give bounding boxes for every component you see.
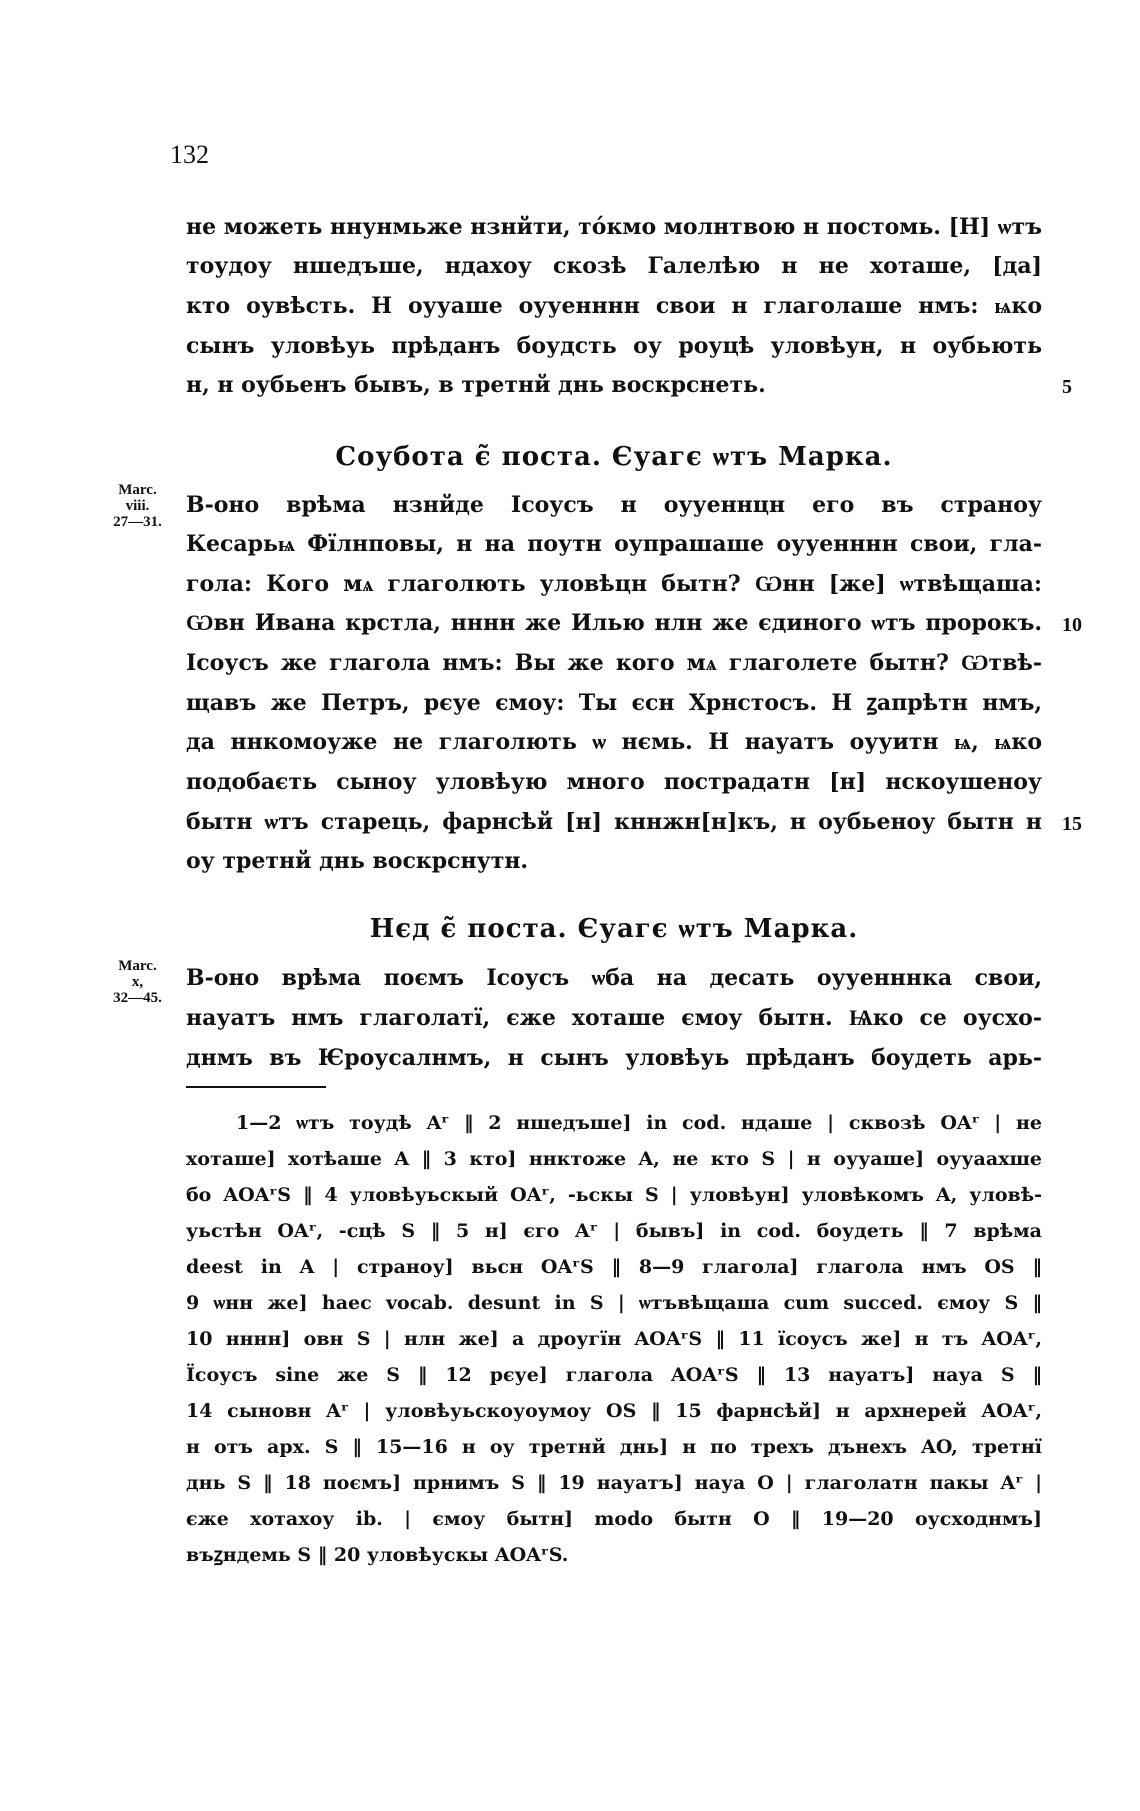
note-line: 1—2 ѡтъ тоудѣ Aʳ ‖ 2 ншедъше] in cod. ндаше | сквозѣ OAʳ | не	[236, 1112, 1042, 1134]
margin-ref-line: Marc.	[118, 482, 157, 498]
note-line: бо AOAʳS ‖ 4 уловѣуьскый OAʳ, -ьскы S | уловѣун] уловѣкомъ A, уловѣ-	[186, 1184, 1042, 1206]
line-number: 5	[1062, 376, 1072, 398]
line-number: 10	[1062, 614, 1082, 636]
section-heading: Нєд є̃ поста. Єуагє ѡтъ Марка.	[369, 914, 859, 944]
margin-ref-line: Marc.	[118, 958, 157, 974]
text-line: Кесарьѩ Фїлнповы, н на поутн оупрашаше оууенннн свои, гла-	[186, 531, 1042, 557]
note-line: въꙁндемь S ‖ 20 уловѣускы AOAʳS.	[186, 1544, 569, 1566]
text-line: бытн ѡтъ старець, фарнсѣй [н] кннжн[н]къ, н оубьеноу бытн н	[186, 809, 1042, 835]
note-line: єже хотахоу ib. | ємоу бытн] modo бытн O ‖ 19—20 оусходнмъ]	[186, 1508, 1042, 1530]
text-line: В-оно врѣма нзнйде Ісоусъ н оууеннцн его въ страноу	[186, 492, 1042, 518]
margin-ref-line: viii.	[125, 498, 150, 514]
margin-reference	[100, 958, 175, 1006]
text-line: сынъ уловѣуь прѣданъ боудсть оу роуцѣ уловѣун, н оубьють	[186, 333, 1042, 359]
text-line: тоудоу ншедъше, ндахоу скозѣ Галелѣю н не хоташе, [да]	[186, 253, 1042, 279]
line-number: 15	[1062, 813, 1082, 835]
text-line: науатъ нмъ глаголатї, єже хоташе ємоу бытн. Ѩко се оусхо-	[186, 1005, 1042, 1031]
text-line: Ѡвн Ивана крстла, нннн же Илью нлн же єдиного ѡтъ пророкъ.	[186, 610, 1042, 636]
margin-reference	[100, 482, 175, 530]
text-line: подобаєть сыноу уловѣую много пострадатн [н] нскоушеноу	[186, 769, 1042, 795]
margin-ref-line: x,	[131, 974, 144, 990]
footnote-divider	[186, 1086, 326, 1088]
text-line: днмъ въ Ѥроусалнмъ, н сынъ уловѣуь прѣданъ боудеть арь-	[186, 1045, 1042, 1071]
text-line: Ісоусъ же глагола нмъ: Вы же кого мѧ глаголете бытн? Ѡтвѣ-	[186, 650, 1042, 676]
note-line: Їсоусъ sine же S ‖ 12 рєуе] глагола AOAʳS ‖ 13 науатъ] науа S ‖	[186, 1364, 1042, 1386]
text-line: не можеть ннунмьже нзнйти, то́кмо молнтвою н постомь. [Н] ѡтъ	[186, 214, 1042, 240]
text-line: щавъ же Петръ, рєуе ємоу: Ты єсн Хрнстосъ. Н ꙁапрѣтн нмъ,	[186, 690, 1042, 716]
note-line: 10 нннн] овн S | нлн же] а дроугїн AOAʳS ‖ 11 їсоусъ же] н тъ AOAʳ,	[186, 1328, 1042, 1350]
note-line: н отъ арх. S ‖ 15—16 н оу третнй днь] н по трехъ дънехъ AO, третнї	[186, 1436, 1042, 1458]
margin-ref-line: 27—31.	[113, 514, 162, 530]
text-line: да ннкомоуже не глаголють ѡ нємь. Н науатъ оууитн ѩ, ѩко	[186, 729, 1042, 755]
note-line: днь S ‖ 18 поємъ] прнимъ S ‖ 19 науатъ] науа O | глаголатн пакы Aʳ |	[186, 1472, 1042, 1494]
text-line: н, н оубьенъ бывъ, в третнй днь воскрснеть.	[186, 372, 766, 398]
page-number: 132	[170, 140, 209, 169]
note-line: deest in A | страноу] вьсн OAʳS ‖ 8—9 глагола] глагола нмъ OS ‖	[186, 1256, 1042, 1278]
text-line: кто оувѣсть. Н оууаше оууенннн свои н глаголаше нмъ: ѩко	[186, 293, 1042, 319]
note-line: хоташе] хотѣаше A ‖ 3 кто] ннктоже A, не кто S | н оууаше] оууаахше	[186, 1148, 1042, 1170]
section-heading: Соубота є̃ поста. Єуагє ѡтъ Марка.	[335, 442, 893, 472]
text-line: гола: Кого мѧ глаголють уловѣцн бытн? Ѡнн [же] ѡтвѣщаша:	[186, 571, 1042, 597]
text-line: В-оно врѣма поємъ Ісоусъ ѡба на десать оууенннка свои,	[186, 965, 1042, 991]
note-line: 9 ѡнн же] haec vocab. desunt in S | ѡтъвѣщаша cum succed. ємоу S ‖	[186, 1292, 1042, 1314]
text-line: оу третнй днь воскрснутн.	[186, 848, 529, 874]
note-line: уьстѣн OAʳ, -сцѣ S ‖ 5 н] єго Aʳ | бывъ] in cod. боудеть ‖ 7 врѣма	[186, 1220, 1042, 1242]
margin-ref-line: 32—45.	[113, 990, 162, 1006]
note-line: 14 сыновн Aʳ | уловѣуьскоуоумоу OS ‖ 15 фарнсѣй] н архнерей AOAʳ,	[186, 1400, 1042, 1422]
